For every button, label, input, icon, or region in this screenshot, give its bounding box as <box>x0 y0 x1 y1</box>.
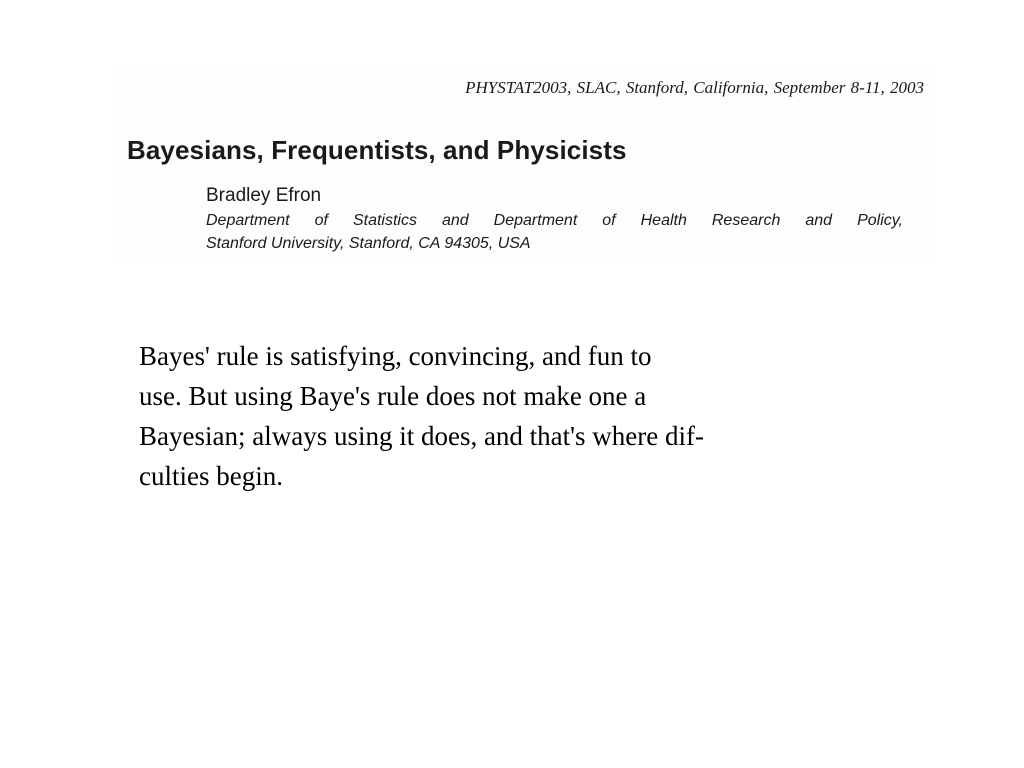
author-affiliation <box>206 209 903 255</box>
author-name: Bradley Efron <box>206 185 322 206</box>
quote-line: culties begin. <box>139 461 283 491</box>
quote-line: Bayes' rule is satisfying, convincing, and fun to <box>139 341 652 371</box>
affiliation-line: Stanford University, Stanford, CA 94305, USA <box>206 235 531 252</box>
quote-text <box>139 336 879 496</box>
affiliation-line: Department of Statistics and Department of Health Research and Policy, <box>206 212 903 229</box>
conference-line: PHYSTAT2003, SLAC, Stanford, California, September 8-11, 2003 <box>465 78 924 97</box>
quote-line: use. But using Baye's rule does not make one a <box>139 381 647 411</box>
quote-line: Bayesian; always using it does, and that's where dif- <box>139 421 704 451</box>
paper-title: Bayesians, Frequentists, and Physicists <box>127 135 627 165</box>
